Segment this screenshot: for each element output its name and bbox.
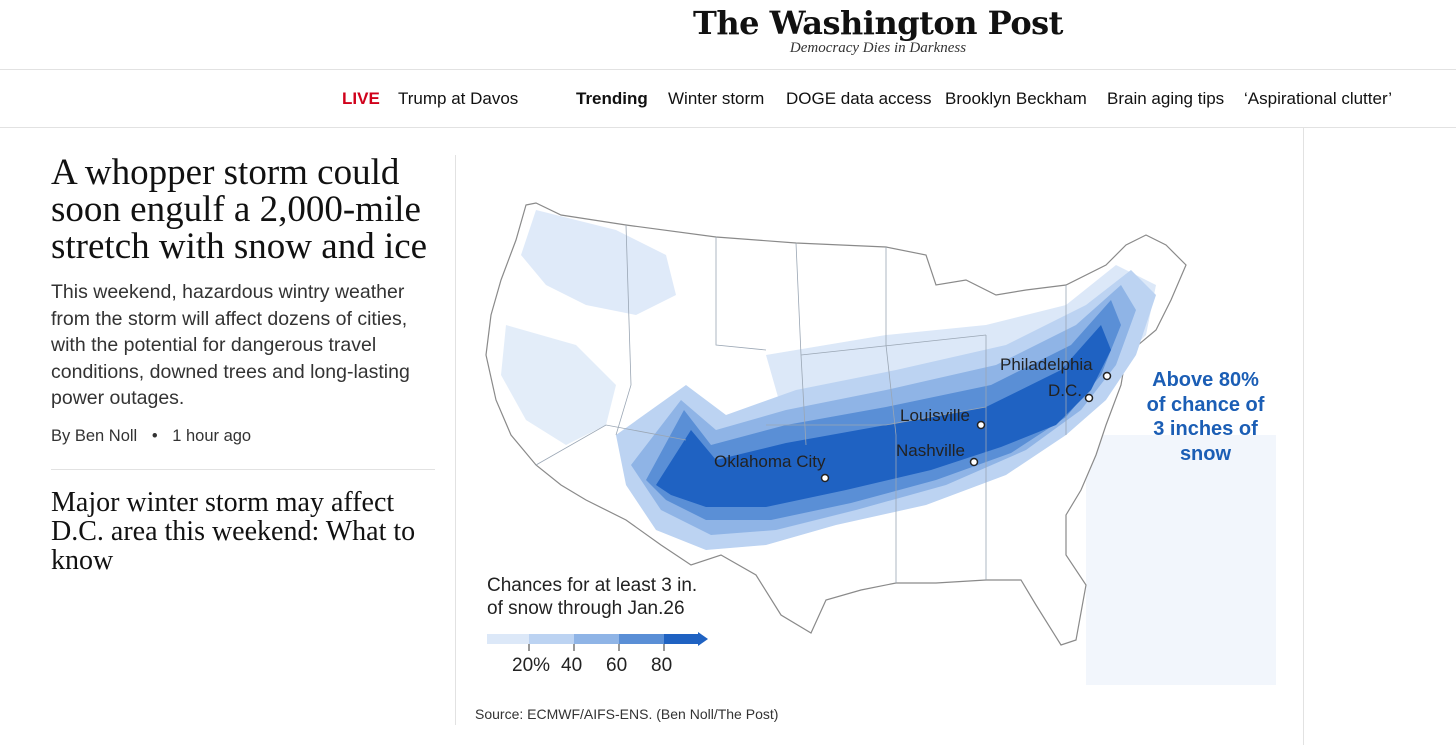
callout-line-1: Above 80% [1152, 369, 1259, 391]
city-label-dc: D.C. [1048, 381, 1082, 400]
byline-prefix: By [51, 427, 71, 445]
nav-link-aspirational-clutter[interactable]: ‘Aspirational clutter’ [1244, 89, 1393, 108]
city-label-louisville: Louisville [900, 406, 970, 425]
map-background-haze [1086, 435, 1276, 685]
snow-probability-map[interactable] [466, 185, 1296, 700]
nashville-marker [971, 459, 978, 466]
timestamp: 1 hour ago [172, 427, 252, 445]
nav-link-brooklyn-beckham[interactable]: Brooklyn Beckham [945, 89, 1087, 108]
philadelphia-marker [1104, 373, 1111, 380]
legend-tick-80: 80 [651, 655, 673, 676]
masthead [0, 0, 1456, 70]
callout-line-2: of chance of [1146, 393, 1265, 416]
legend-title-line-1: Chances for at least 3 in. [487, 575, 698, 596]
column-divider-right [1303, 128, 1304, 745]
story-divider [51, 469, 435, 470]
byline [51, 427, 251, 446]
trending-label: Trending [576, 89, 648, 108]
nav-link-trump-at-davos[interactable]: Trump at Davos [398, 89, 519, 108]
legend-tick-20: 20% [512, 655, 551, 676]
city-label-philadelphia: Philadelphia [1000, 355, 1093, 374]
legend-title-line-2: of snow through Jan.26 [487, 598, 685, 619]
main-story-summary: This weekend, hazardous wintry weather from the storm will affect dozens of cities, with the potential for dangerous travel conditions, downed trees and long-lasting power outages. [51, 281, 410, 409]
city-label-oklahoma-city: Oklahoma City [714, 452, 826, 471]
nav-link-doge-data-access[interactable]: DOGE data access [786, 89, 932, 108]
masthead-tagline: Democracy Dies in Darkness [789, 40, 967, 56]
city-label-nashville: Nashville [896, 441, 965, 460]
column-divider-left [455, 155, 456, 725]
callout-line-4: snow [1179, 442, 1232, 465]
dc-marker [1086, 395, 1093, 402]
washington-post-logo[interactable]: The Washington Post [693, 4, 1063, 42]
map-source-credit: Source: ECMWF/AIFS-ENS. (Ben Noll/The Post) [475, 706, 779, 722]
trending-nav-bar [0, 70, 1456, 128]
legend-tick-60: 60 [606, 655, 628, 676]
byline-separator: • [151, 427, 158, 445]
related-story-headline[interactable]: Major winter storm may affect D.C. area this weekend: What to know [51, 487, 416, 576]
author-link[interactable]: Ben Noll [74, 427, 138, 445]
map-callout [1118, 368, 1293, 466]
nav-link-winter-storm[interactable]: Winter storm [668, 89, 765, 108]
louisville-marker [978, 422, 985, 429]
oklahoma-city-marker [822, 475, 829, 482]
legend-title [487, 574, 697, 620]
live-label: LIVE [342, 89, 380, 108]
legend-tick-40: 40 [561, 655, 583, 676]
nav-link-brain-aging-tips[interactable]: Brain aging tips [1107, 89, 1225, 108]
legend-bar [487, 632, 708, 651]
main-story-headline[interactable]: A whopper storm could soon engulf a 2,000-mile stretch with snow and ice [51, 152, 428, 267]
callout-line-3: 3 inches of [1153, 418, 1258, 440]
